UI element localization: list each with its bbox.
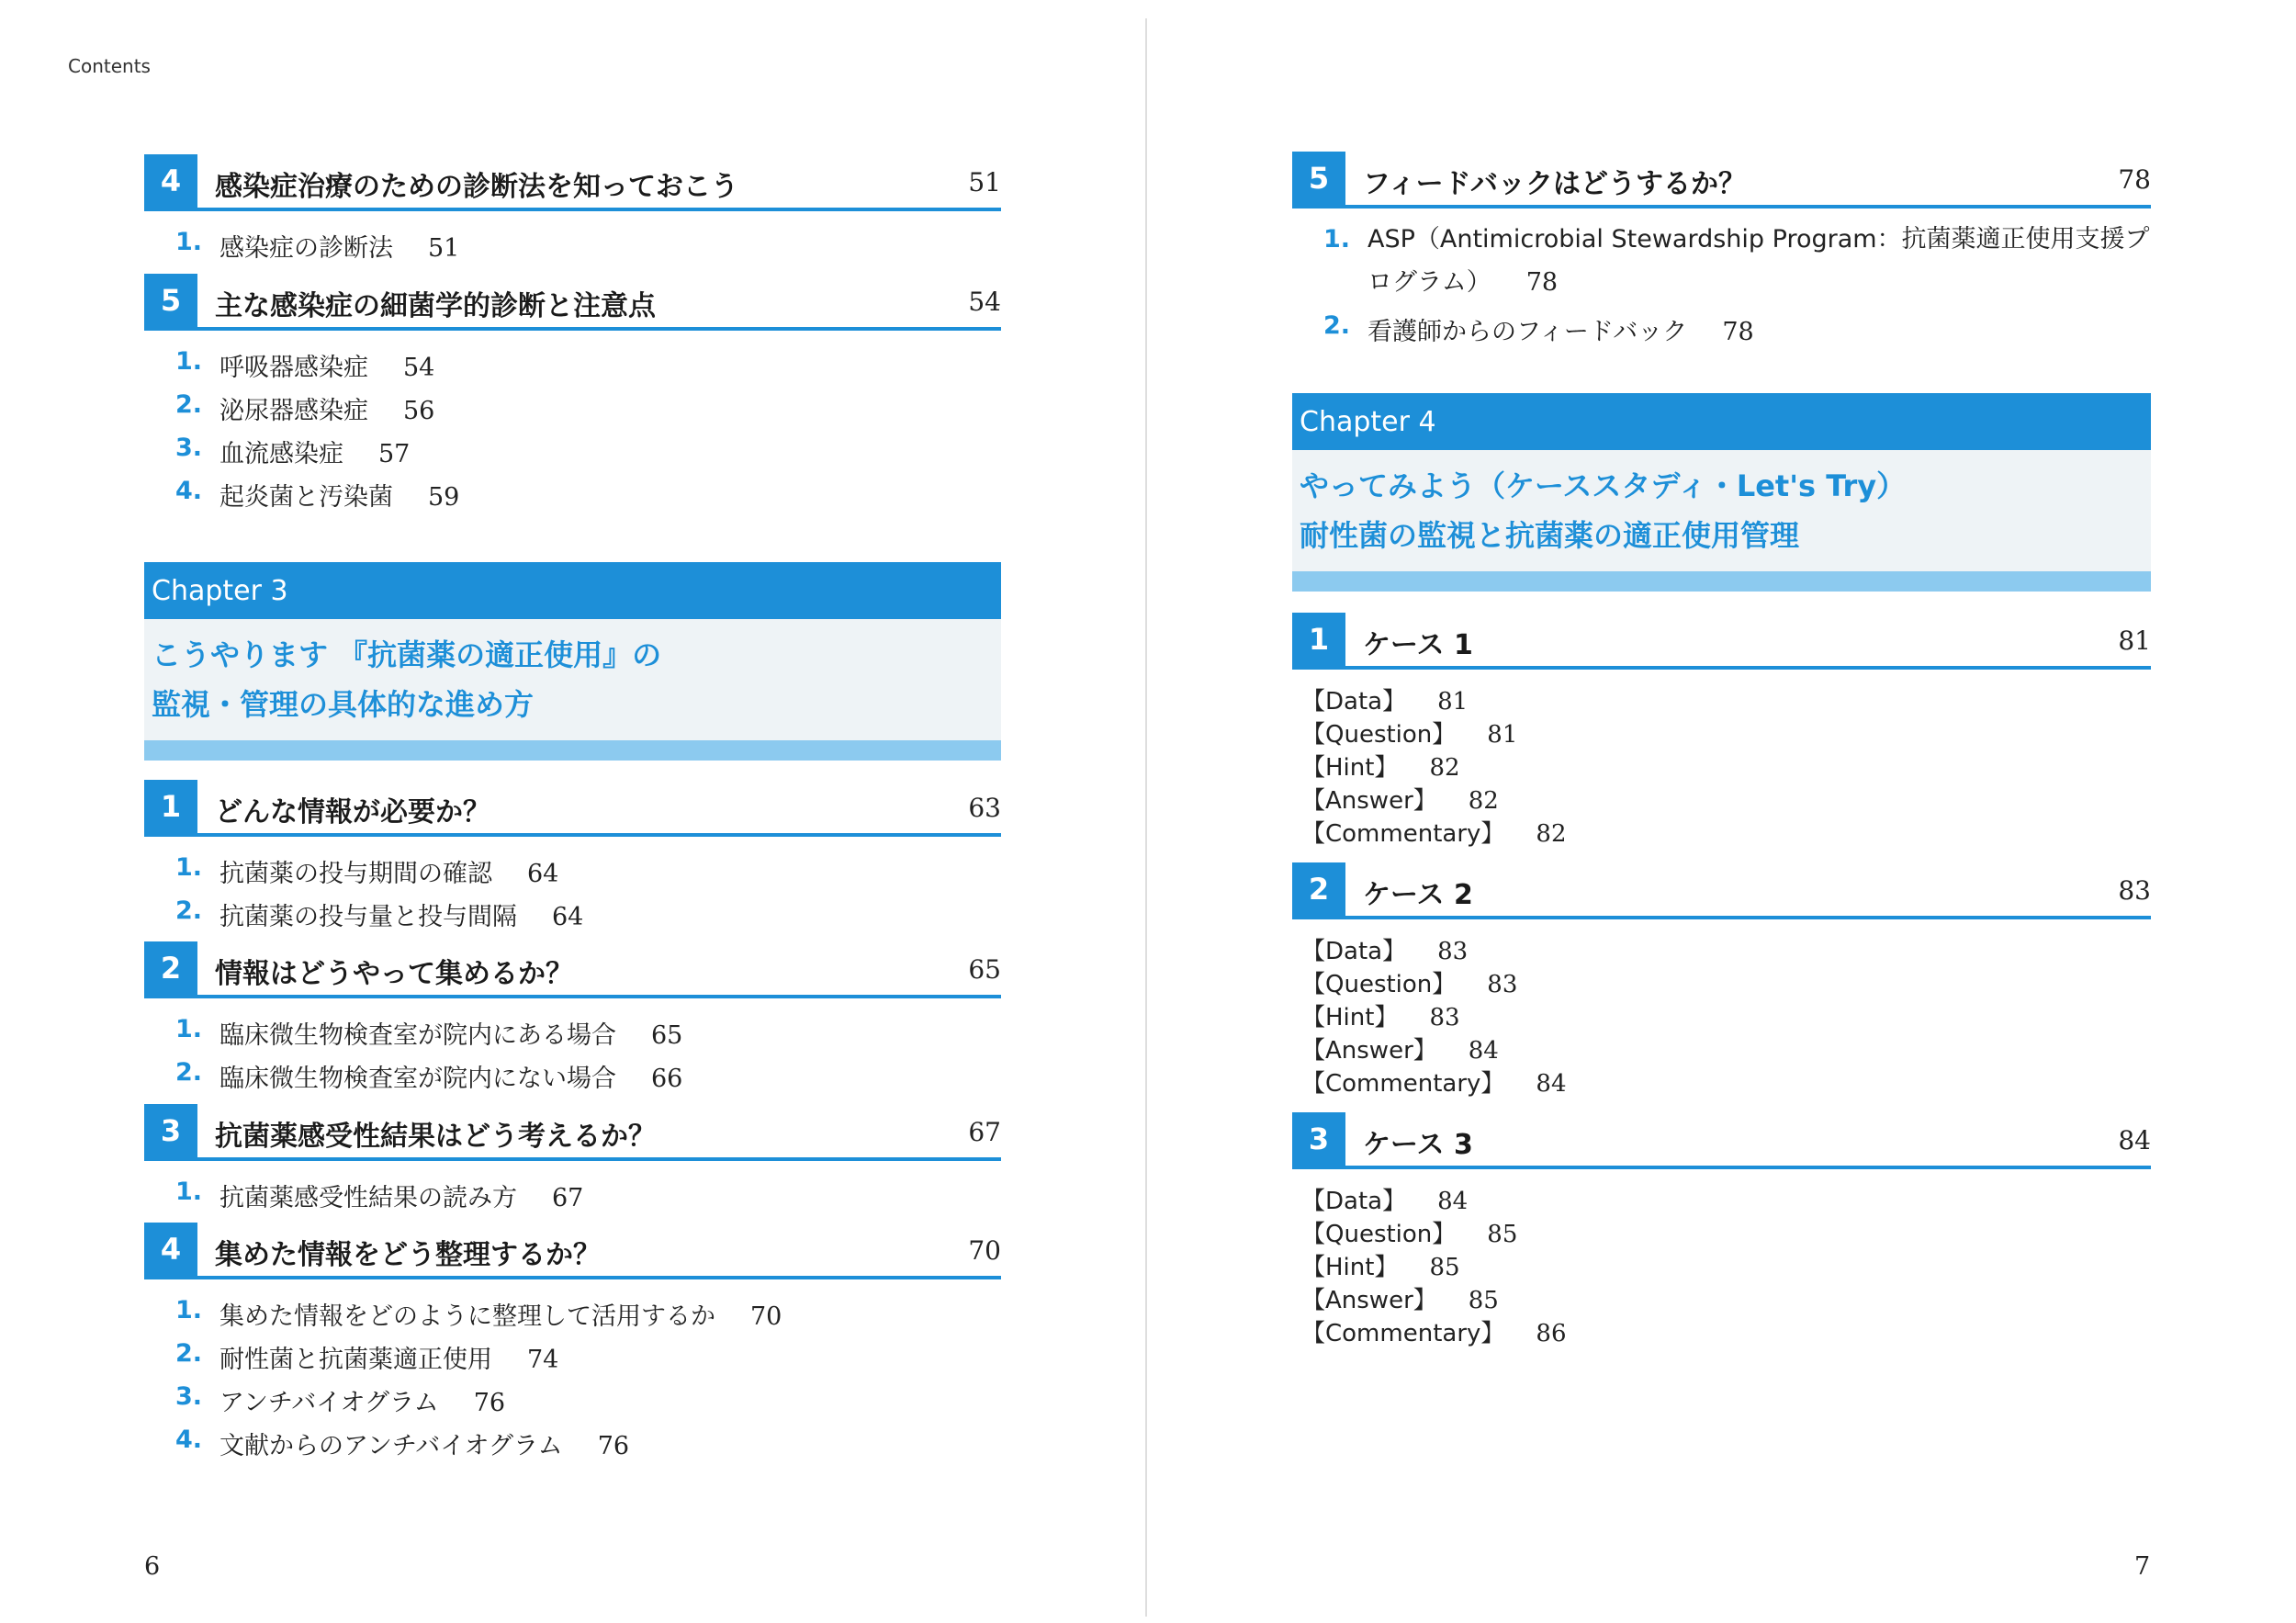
item-title: アンチバイオグラム bbox=[219, 1389, 439, 1417]
section-title: 抗菌薬感受性結果はどう考えるか？ bbox=[215, 1121, 656, 1153]
case-items bbox=[1292, 1182, 2151, 1347]
item-page-number: 76 bbox=[597, 1432, 630, 1460]
item-page-number: 65 bbox=[651, 1021, 683, 1050]
item-title: 呼吸器感染症 bbox=[219, 354, 368, 382]
page-number-right: 7 bbox=[2134, 1552, 2151, 1581]
item-number: 2. bbox=[175, 1058, 203, 1087]
case-item[interactable] bbox=[1292, 932, 2151, 965]
section-page-number: 63 bbox=[968, 793, 1001, 823]
case-item-entry bbox=[1301, 1065, 1567, 1099]
case-items bbox=[1292, 682, 2151, 848]
case-item[interactable] bbox=[1292, 1314, 2151, 1347]
case-item-page-number: 81 bbox=[1437, 688, 1469, 716]
item-entry bbox=[219, 1178, 583, 1213]
section-number-badge: 2 bbox=[144, 941, 197, 995]
case-items bbox=[1292, 932, 2151, 1098]
toc-section bbox=[144, 941, 1001, 1101]
toc-item[interactable] bbox=[144, 347, 1001, 390]
case-item-entry bbox=[1301, 1314, 1567, 1348]
case-item-entry bbox=[1301, 965, 1517, 999]
case-item-label: 【Hint】 bbox=[1301, 1004, 1399, 1031]
section-page-number: 78 bbox=[2118, 164, 2151, 195]
case-item-label: 【Commentary】 bbox=[1301, 1070, 1505, 1098]
item-number: 1. bbox=[175, 347, 203, 376]
item-page-number: 67 bbox=[552, 1184, 584, 1212]
case-item-entry bbox=[1301, 782, 1499, 816]
toc-item[interactable] bbox=[144, 853, 1001, 896]
item-page-number: 66 bbox=[651, 1065, 683, 1093]
case-item-label: 【Question】 bbox=[1301, 971, 1457, 998]
toc-item[interactable] bbox=[144, 1178, 1001, 1221]
section-title: どんな情報が必要か？ bbox=[215, 796, 490, 828]
item-page-number: 51 bbox=[428, 234, 460, 263]
item-title: 集めた情報をどのように整理して活用するか bbox=[219, 1302, 715, 1331]
case-item[interactable] bbox=[1292, 1065, 2151, 1098]
case-item-page-number: 82 bbox=[1468, 787, 1499, 815]
item-number: 2. bbox=[175, 896, 203, 925]
case-item[interactable] bbox=[1292, 1031, 2151, 1065]
chapter-title-line2: 耐性菌の監視と抗菌薬の適正使用管理 bbox=[1300, 518, 1800, 553]
section-underline bbox=[144, 1157, 1001, 1161]
section-title: 集めた情報をどう整理するか？ bbox=[215, 1239, 601, 1271]
case-item-entry bbox=[1301, 815, 1567, 849]
item-entry bbox=[219, 390, 434, 426]
chapter-title-line1: やってみよう（ケーススタディ・Let's Try） bbox=[1300, 468, 1907, 503]
section-heading[interactable] bbox=[1292, 613, 2151, 671]
toc-item[interactable] bbox=[144, 1058, 1001, 1101]
toc-section bbox=[144, 154, 1001, 271]
item-title: 看護師からのフィードバック bbox=[1367, 318, 1688, 346]
item-title: 耐性菌と抗菌薬適正使用 bbox=[219, 1346, 492, 1374]
item-number: 1. bbox=[1323, 225, 1351, 254]
section-underline bbox=[144, 208, 1001, 211]
item-entry bbox=[219, 347, 434, 383]
section-page-number: 81 bbox=[2118, 626, 2151, 656]
item-number: 4. bbox=[175, 1426, 203, 1454]
item-page-number: 70 bbox=[750, 1302, 782, 1331]
toc-section bbox=[144, 780, 1001, 940]
chapter-4-banner bbox=[1292, 393, 2151, 592]
case-item-label: 【Hint】 bbox=[1301, 1254, 1399, 1281]
case-item-entry bbox=[1301, 682, 1468, 716]
case-section bbox=[1292, 613, 2151, 848]
section-heading[interactable] bbox=[144, 1104, 1001, 1163]
toc-item[interactable] bbox=[144, 1015, 1001, 1058]
case-item[interactable] bbox=[1292, 1215, 2151, 1248]
item-number: 4. bbox=[175, 477, 203, 505]
toc-item[interactable] bbox=[144, 228, 1001, 271]
section-title: 情報はどうやって集めるか？ bbox=[215, 958, 573, 990]
section-number-badge: 3 bbox=[144, 1104, 197, 1157]
item-title: 抗菌薬の投与量と投与間隔 bbox=[219, 903, 517, 931]
section-underline bbox=[144, 1276, 1001, 1279]
item-page-number: 76 bbox=[473, 1389, 506, 1417]
case-item[interactable] bbox=[1292, 815, 2151, 848]
toc-item[interactable] bbox=[1292, 311, 2151, 355]
section-page-number: 84 bbox=[2118, 1125, 2151, 1155]
item-title: 起炎菌と汚染菌 bbox=[219, 483, 393, 512]
section-heading[interactable] bbox=[1292, 152, 2151, 210]
toc-section bbox=[1292, 152, 2151, 355]
section-items bbox=[144, 1015, 1001, 1101]
section-items bbox=[144, 1296, 1001, 1469]
section-number-badge: 2 bbox=[1292, 862, 1345, 916]
case-item-label: 【Commentary】 bbox=[1301, 1320, 1505, 1347]
section-number-badge: 3 bbox=[1292, 1112, 1345, 1166]
item-number: 3. bbox=[175, 434, 203, 462]
item-entry bbox=[1367, 218, 2157, 304]
case-item-label: 【Data】 bbox=[1301, 938, 1407, 965]
book-spine bbox=[1145, 18, 1147, 1617]
item-title: 抗菌薬感受性結果の読み方 bbox=[219, 1184, 517, 1212]
chapter-title-line2: 監視・管理の具体的な進め方 bbox=[152, 687, 535, 722]
section-number-badge: 5 bbox=[1292, 152, 1345, 205]
item-number: 2. bbox=[175, 390, 203, 419]
case-item-page-number: 84 bbox=[1468, 1037, 1499, 1065]
section-number-badge: 1 bbox=[1292, 613, 1345, 666]
item-entry bbox=[1367, 311, 1754, 347]
case-item-page-number: 85 bbox=[1429, 1254, 1460, 1281]
section-title: 感染症治療のための診断法を知っておこう bbox=[215, 171, 738, 203]
item-page-number: 54 bbox=[403, 354, 435, 382]
case-item-entry bbox=[1301, 998, 1460, 1032]
toc-item[interactable] bbox=[144, 1426, 1001, 1469]
case-item-entry bbox=[1301, 932, 1468, 966]
section-page-number: 51 bbox=[968, 167, 1001, 197]
item-title: 臨床微生物検査室が院内にない場合 bbox=[219, 1065, 616, 1093]
item-number: 3. bbox=[175, 1382, 203, 1411]
toc-section bbox=[144, 1223, 1001, 1469]
case-item-page-number: 85 bbox=[1487, 1221, 1518, 1248]
section-number-badge: 4 bbox=[144, 1223, 197, 1276]
chapter-label: Chapter 3 bbox=[144, 562, 1001, 619]
case-section bbox=[1292, 862, 2151, 1098]
item-title: 泌尿器感染症 bbox=[219, 397, 368, 425]
section-heading[interactable] bbox=[144, 780, 1001, 839]
item-page-number: 64 bbox=[552, 903, 584, 931]
toc-item[interactable] bbox=[144, 434, 1001, 477]
section-heading[interactable] bbox=[144, 274, 1001, 332]
case-item-entry bbox=[1301, 1281, 1499, 1315]
section-title: ケース 3 bbox=[1363, 1129, 1473, 1161]
case-item[interactable] bbox=[1292, 716, 2151, 749]
item-entry bbox=[219, 434, 410, 469]
case-item-page-number: 84 bbox=[1437, 1188, 1469, 1215]
chapter-strip bbox=[1292, 571, 2151, 592]
case-item-page-number: 82 bbox=[1536, 820, 1567, 848]
toc-item[interactable] bbox=[1292, 225, 2151, 311]
item-page-number: 56 bbox=[403, 397, 435, 425]
item-page-number: 57 bbox=[378, 440, 411, 468]
toc-item[interactable] bbox=[144, 390, 1001, 434]
case-item-entry bbox=[1301, 1182, 1468, 1216]
item-page-number: 78 bbox=[1722, 318, 1754, 346]
case-item-page-number: 84 bbox=[1536, 1070, 1567, 1098]
item-title: 抗菌薬の投与期間の確認 bbox=[219, 860, 492, 888]
section-underline bbox=[1292, 916, 2151, 919]
item-title: 感染症の診断法 bbox=[219, 234, 393, 263]
section-page-number: 70 bbox=[968, 1235, 1001, 1266]
chapter-strip bbox=[144, 740, 1001, 761]
section-title: フィードバックはどうするか？ bbox=[1363, 168, 1746, 200]
case-item-page-number: 82 bbox=[1429, 754, 1460, 782]
case-item-page-number: 83 bbox=[1487, 971, 1518, 998]
item-entry bbox=[219, 1058, 682, 1094]
case-item-label: 【Question】 bbox=[1301, 721, 1457, 749]
section-underline bbox=[1292, 205, 2151, 209]
case-item-entry bbox=[1301, 1031, 1499, 1065]
case-item-label: 【Commentary】 bbox=[1301, 820, 1505, 848]
section-items bbox=[144, 228, 1001, 271]
section-number-badge: 5 bbox=[144, 274, 197, 327]
case-item-page-number: 81 bbox=[1487, 721, 1518, 749]
case-item-label: 【Data】 bbox=[1301, 1188, 1407, 1215]
section-heading[interactable] bbox=[144, 941, 1001, 1000]
toc-section bbox=[144, 1104, 1001, 1221]
section-underline bbox=[144, 995, 1001, 998]
section-title: 主な感染症の細菌学的診断と注意点 bbox=[215, 290, 656, 322]
chapter-title-line1: こうやります 『抗菌薬の適正使用』の bbox=[152, 637, 662, 672]
section-underline bbox=[1292, 666, 2151, 670]
item-entry bbox=[219, 477, 459, 513]
case-item-label: 【Hint】 bbox=[1301, 754, 1399, 782]
section-underline bbox=[144, 833, 1001, 837]
case-item-page-number: 86 bbox=[1536, 1320, 1567, 1347]
toc-item[interactable] bbox=[144, 477, 1001, 520]
case-item-entry bbox=[1301, 716, 1517, 750]
case-item-label: 【Answer】 bbox=[1301, 1037, 1437, 1065]
section-heading[interactable] bbox=[144, 1223, 1001, 1281]
item-entry bbox=[219, 1339, 558, 1375]
section-items bbox=[144, 853, 1001, 940]
case-item-page-number: 83 bbox=[1429, 1004, 1460, 1031]
section-underline bbox=[144, 327, 1001, 331]
case-section bbox=[1292, 1112, 2151, 1347]
item-page-number: 64 bbox=[527, 860, 559, 888]
chapter-title-block bbox=[1292, 450, 2151, 571]
left-page bbox=[144, 0, 1001, 1623]
case-item-label: 【Question】 bbox=[1301, 1221, 1457, 1248]
case-item-label: 【Answer】 bbox=[1301, 787, 1437, 815]
case-item-entry bbox=[1301, 1215, 1517, 1249]
section-page-number: 65 bbox=[968, 954, 1001, 985]
case-item[interactable] bbox=[1292, 682, 2151, 716]
section-title: ケース 1 bbox=[1363, 629, 1473, 661]
toc-item[interactable] bbox=[144, 896, 1001, 940]
chapter-title-block bbox=[144, 619, 1001, 740]
item-entry bbox=[219, 1015, 682, 1051]
item-number: 1. bbox=[175, 228, 203, 256]
item-number: 1. bbox=[175, 1015, 203, 1043]
section-items bbox=[144, 1178, 1001, 1221]
case-item-page-number: 85 bbox=[1468, 1287, 1499, 1314]
section-heading[interactable] bbox=[1292, 862, 2151, 921]
item-entry bbox=[219, 228, 459, 264]
section-items bbox=[144, 347, 1001, 520]
section-number-badge: 1 bbox=[144, 780, 197, 833]
section-heading[interactable] bbox=[144, 154, 1001, 213]
case-item[interactable] bbox=[1292, 1281, 2151, 1314]
chapter-3-banner bbox=[144, 562, 1001, 761]
section-title: ケース 2 bbox=[1363, 879, 1473, 911]
section-page-number: 67 bbox=[968, 1117, 1001, 1147]
item-number: 1. bbox=[175, 1296, 203, 1324]
case-item-page-number: 83 bbox=[1437, 938, 1469, 965]
toc-section bbox=[144, 274, 1001, 520]
chapter-label: Chapter 4 bbox=[1292, 393, 2151, 450]
case-item-entry bbox=[1301, 749, 1460, 783]
toc-item[interactable] bbox=[144, 1296, 1001, 1339]
item-entry bbox=[219, 1296, 782, 1332]
item-number: 2. bbox=[175, 1339, 203, 1368]
case-item[interactable] bbox=[1292, 1248, 2151, 1281]
section-items bbox=[1292, 225, 2151, 355]
item-number: 1. bbox=[175, 853, 203, 882]
item-entry bbox=[219, 853, 558, 889]
section-page-number: 54 bbox=[968, 287, 1001, 317]
item-entry bbox=[219, 1426, 629, 1461]
item-page-number: 78 bbox=[1525, 268, 1559, 297]
section-heading[interactable] bbox=[1292, 1112, 2151, 1171]
item-title: 血流感染症 bbox=[219, 440, 343, 468]
item-entry bbox=[219, 1382, 505, 1418]
item-number: 1. bbox=[175, 1178, 203, 1206]
case-item-label: 【Data】 bbox=[1301, 688, 1407, 716]
item-number: 2. bbox=[1323, 311, 1351, 340]
running-header: Contents bbox=[68, 55, 151, 77]
case-item-entry bbox=[1301, 1248, 1460, 1282]
right-page bbox=[1292, 0, 2151, 1623]
case-item-label: 【Answer】 bbox=[1301, 1287, 1437, 1314]
case-item[interactable] bbox=[1292, 965, 2151, 998]
section-underline bbox=[1292, 1166, 2151, 1169]
case-item[interactable] bbox=[1292, 1182, 2151, 1215]
toc-item[interactable] bbox=[144, 1339, 1001, 1382]
case-item[interactable] bbox=[1292, 782, 2151, 815]
item-title: 文献からのアンチバイオグラム bbox=[219, 1432, 563, 1460]
item-page-number: 59 bbox=[428, 483, 460, 512]
item-page-number: 74 bbox=[527, 1346, 559, 1374]
item-entry bbox=[219, 896, 583, 932]
case-item[interactable] bbox=[1292, 749, 2151, 782]
section-page-number: 83 bbox=[2118, 875, 2151, 906]
item-title: ASP（Antimicrobial Stewardship Program：抗菌薬適正使用支援プログラム） bbox=[1367, 225, 2150, 297]
toc-item[interactable] bbox=[144, 1382, 1001, 1426]
page-number-left: 6 bbox=[144, 1552, 161, 1581]
case-item[interactable] bbox=[1292, 998, 2151, 1031]
item-title: 臨床微生物検査室が院内にある場合 bbox=[219, 1021, 616, 1050]
section-number-badge: 4 bbox=[144, 154, 197, 208]
